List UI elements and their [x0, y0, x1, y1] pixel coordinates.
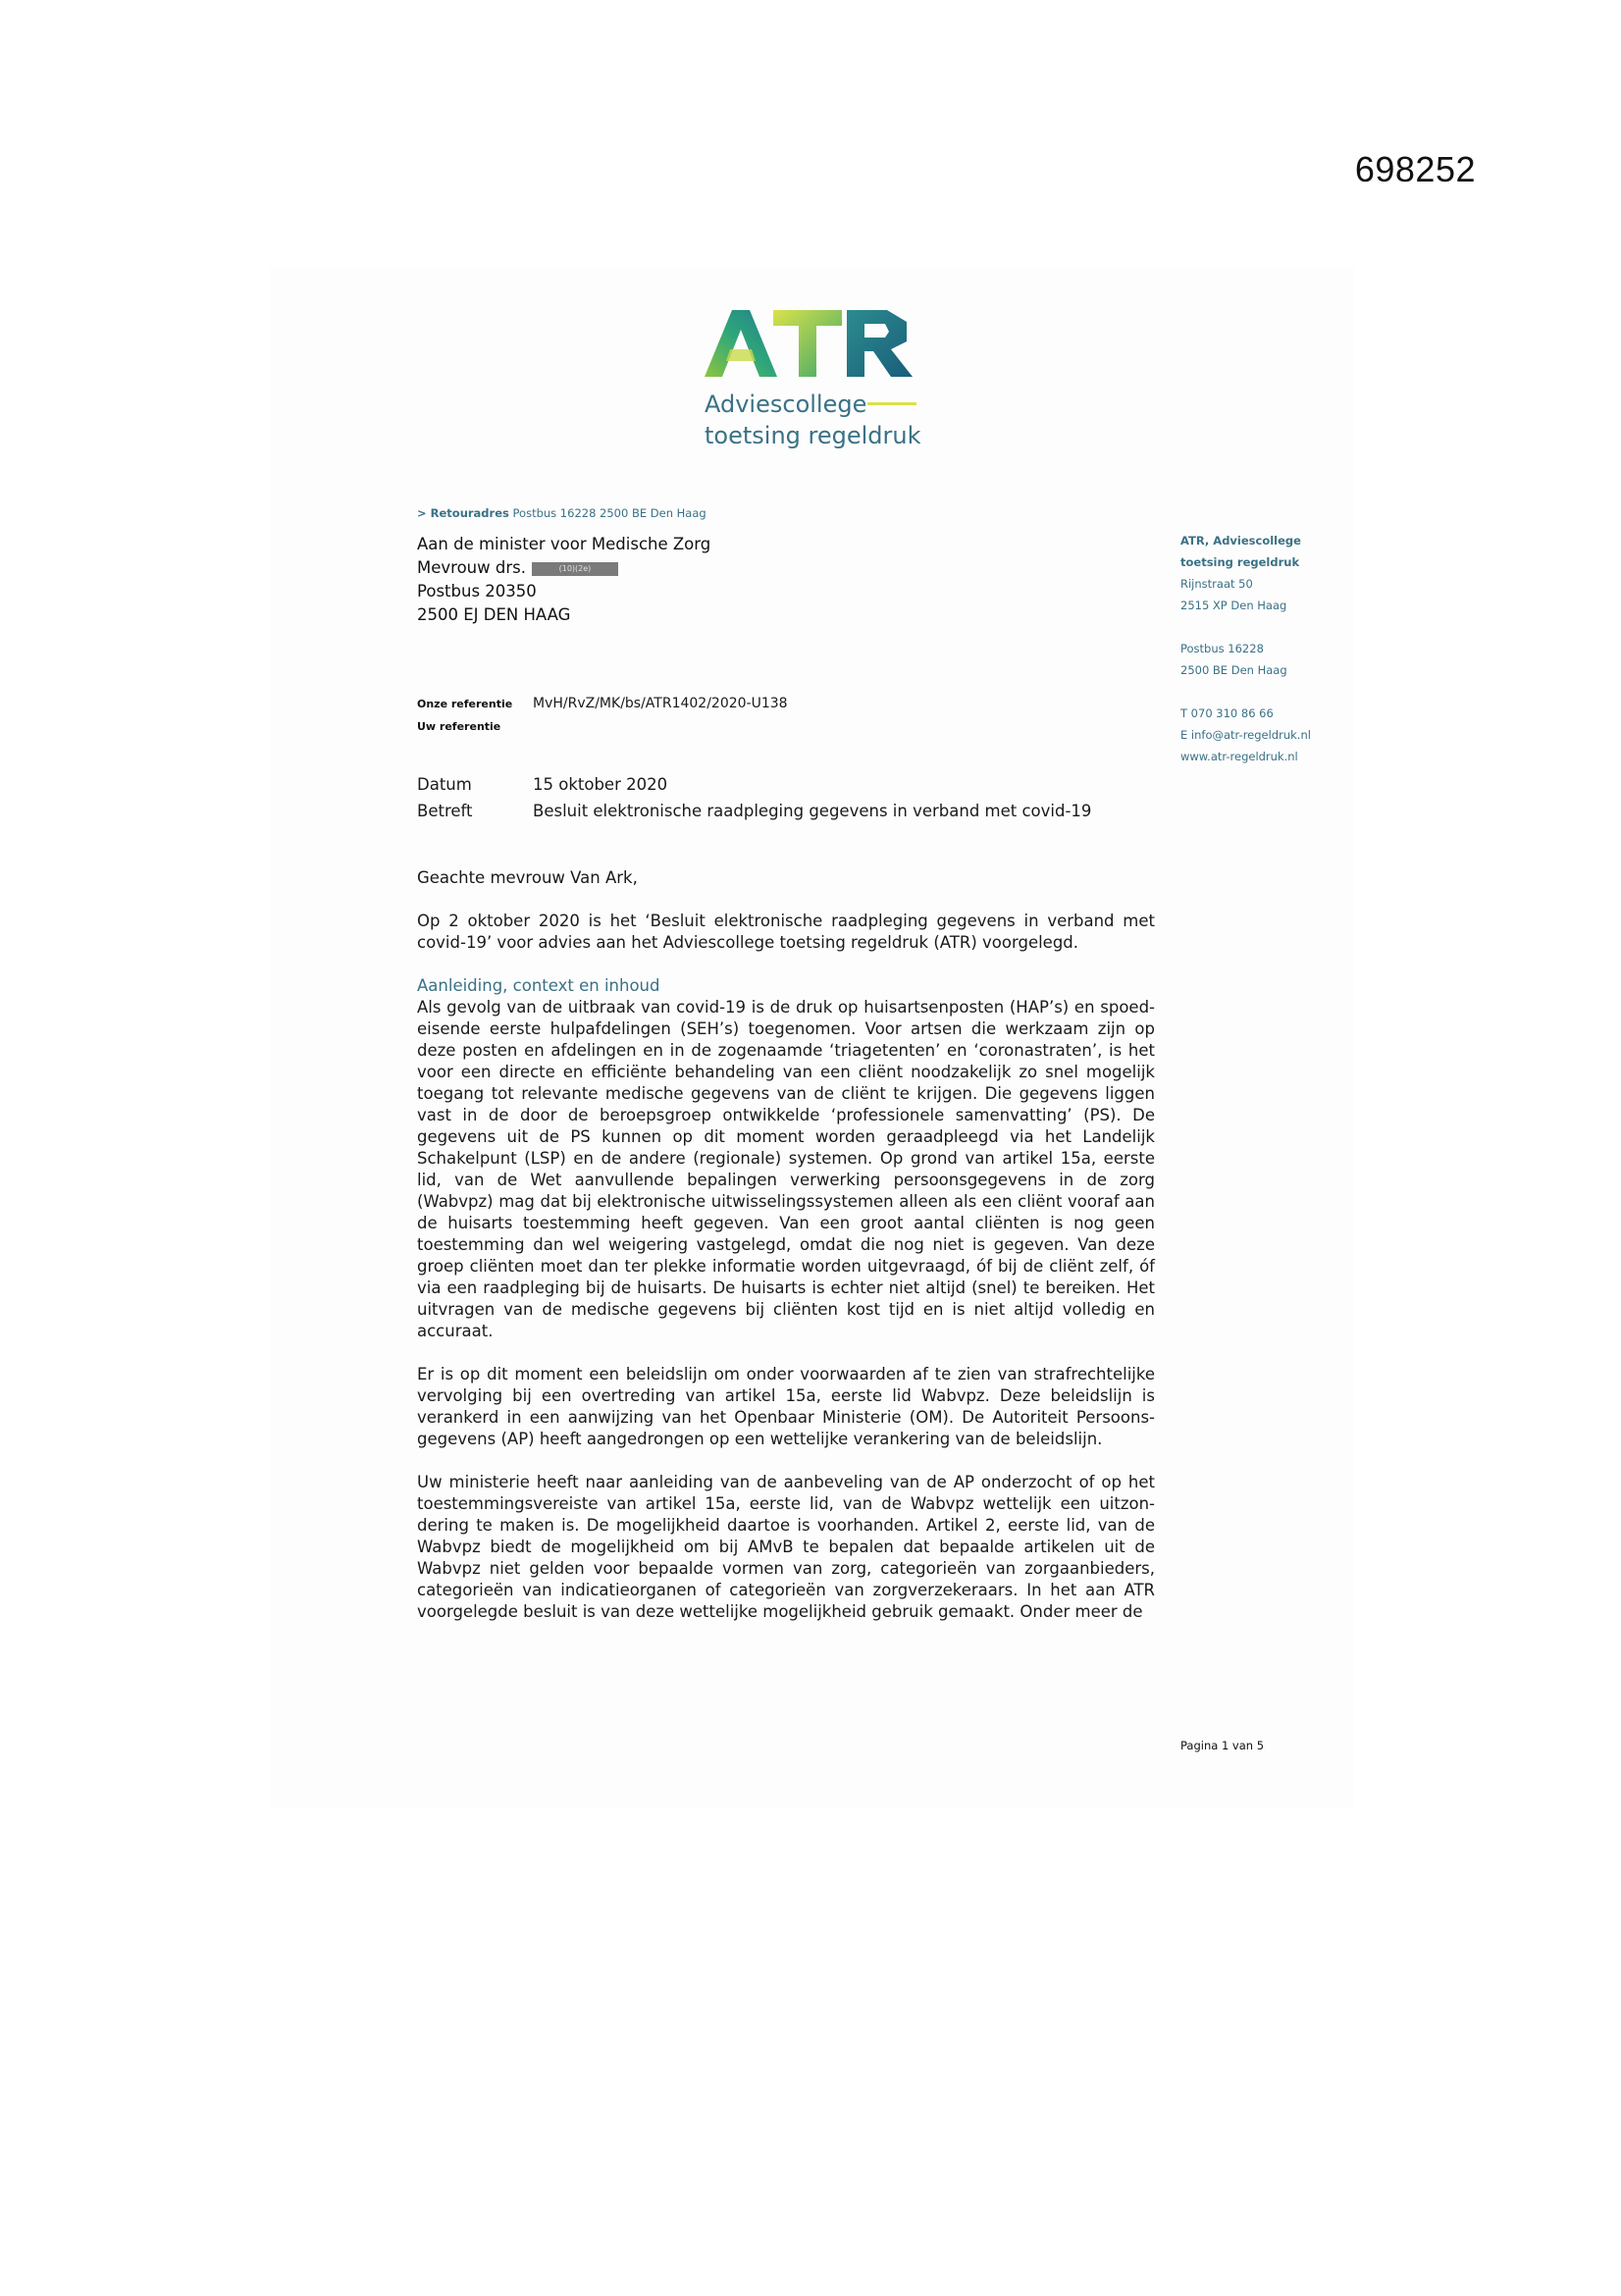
redaction-box: (10)(2e) — [532, 562, 618, 576]
sender-phone: T 070 310 86 66 — [1180, 706, 1274, 720]
sender-website[interactable]: www.atr-regeldruk.nl — [1180, 750, 1298, 763]
sender-street: Rijnstraat 50 — [1180, 577, 1253, 591]
atr-logo-icon — [705, 306, 920, 385]
date-label: Datum — [417, 775, 472, 794]
paragraph-2: Er is op dit moment een beleidslijn om onder voorwaarden af te zien van strafrechtelijke vervolging bij een overtreding van artikel 15a, eerste lid Wabvpz. Deze beleidslijn is verankerd in een aanwijzing van het Openbaar Ministerie (OM). De Autoriteit Persoons-gegevens (AP) heeft aangedrongen op een wettelijke verankering van de beleidslijn. — [417, 1365, 1155, 1448]
return-address-text: Postbus 16228 2500 BE Den Haag — [512, 506, 706, 520]
our-reference-label: Onze referentie — [417, 698, 513, 710]
letter-body — [417, 867, 1155, 1644]
letter-meta — [417, 771, 1091, 824]
sender-name-line2: toetsing regeldruk — [1180, 555, 1300, 569]
logo-subtitle-line1: Adviescollege — [705, 391, 867, 418]
references — [417, 693, 788, 738]
our-reference-value: MvH/RvZ/MK/bs/ATR1402/2020-U138 — [533, 696, 788, 711]
sender-email[interactable]: E info@atr-regeldruk.nl — [1180, 728, 1311, 742]
recipient-line1: Aan de minister voor Medische Zorg — [417, 535, 711, 553]
subject-value: Besluit elektronische raadpleging gegevens in verband met covid-19 — [533, 802, 1092, 820]
sender-postal-city: 2515 XP Den Haag — [1180, 599, 1287, 612]
date-value: 15 oktober 2020 — [533, 775, 668, 794]
page-number: Pagina 1 van 5 — [1180, 1739, 1265, 1752]
sender-name-line1: ATR, Adviescollege — [1180, 534, 1301, 548]
paragraph-1: Als gevolg van de uitbraak van covid-19 is de druk op huisartsenposten (HAP’s) en spoed-eisende eerste hulpafdelingen (SEH’s) toegenomen. Voor artsen die werkzaam zijn op deze posten en afdelingen en in de zogenaamde ‘triagetenten’ en ‘coronastraten’, is het voor een directe en efficiënte behandeling van een cliënt noodzakelijk zo snel mogelijk toegang tot relevante medische gegevens van de cliënt te krijgen. Die gegevens liggen vast in de door de beroepsgroep ontwikkelde ‘professionele samenvatting’ (PS). De gegevens uit de PS kunnen op dit moment worden geraadpleegd via het Landelijk Schakelpunt (LSP) en de andere (regionale) systemen. Op grond van artikel 15a, eerste lid, van de Wet aanvullende bepalingen verwerking persoonsgegevens in de zorg (Wabvpz) mag dat bij elektronische uitwisselingssystemen alleen als een cliënt vooraf aan de huisarts toestemming heeft gegeven. Van een groot aantal cliënten is nog geen toestemming dan wel weigering vastgelegd, omdat die nog niet is gegeven. Van deze groep cliënten moet dan ter plekke informatie worden uitgevraagd, óf bij de cliënt zelf, óf via een raadpleging bij de huisarts. De huisarts is echter niet altijd (snel) te bereiken. Het uitvragen van de medische gegevens bij cliënten kost tijd en is niet altijd volledig en accuraat. — [417, 998, 1155, 1340]
subject-label: Betreft — [417, 802, 473, 820]
paragraph-3: Uw ministerie heeft naar aanleiding van de aanbeveling van de AP onderzocht of op het toestemmingsvereiste van artikel 15a, eerste lid, van de Wabvpz wettelijk een uitzon-dering te maken is. De mogelijkheid daartoe is voorhanden. Artikel 2, eerste lid, van de Wabvpz biedt de mogelijkheid om bij AMvB te bepalen dat bepaalde artikelen uit de Wabvpz niet gelden voor bepaalde vormen van zorg, categorieën van zorgaanbieders, categorieën van indicatieorganen of categorieën van zorgverzekeraars. In het aan ATR voorgelegde besluit is van deze wettelijke mogelijkheid gebruik gemaakt. Onder meer de — [417, 1473, 1155, 1621]
sender-pobox: Postbus 16228 — [1180, 642, 1264, 655]
section-heading: Aanleiding, context en inhoud — [417, 976, 660, 995]
sender-pobox-city: 2500 BE Den Haag — [1180, 663, 1287, 677]
salutation: Geachte mevrouw Van Ark, — [417, 868, 638, 887]
recipient-line4: 2500 EJ DEN HAAG — [417, 605, 571, 624]
document-number: 698252 — [1354, 149, 1476, 189]
your-reference-label: Uw referentie — [417, 720, 501, 733]
intro-paragraph: Op 2 oktober 2020 is het ‘Besluit elektronische raadpleging gegevens in verband met covid-19’ voor advies aan het Adviescollege toetsing regeldruk (ATR) voorgelegd. — [417, 912, 1155, 952]
logo-accent-line — [867, 402, 916, 405]
recipient-address — [417, 533, 710, 627]
logo-subtitle — [705, 389, 921, 451]
sender-details — [1180, 530, 1311, 767]
logo-subtitle-line2: toetsing regeldruk — [705, 422, 921, 449]
recipient-title: Mevrouw drs. — [417, 558, 526, 577]
return-address — [417, 506, 706, 520]
recipient-line3: Postbus 20350 — [417, 582, 537, 600]
return-address-label: > Retouradres — [417, 506, 509, 520]
recipient-line2 — [417, 556, 710, 580]
